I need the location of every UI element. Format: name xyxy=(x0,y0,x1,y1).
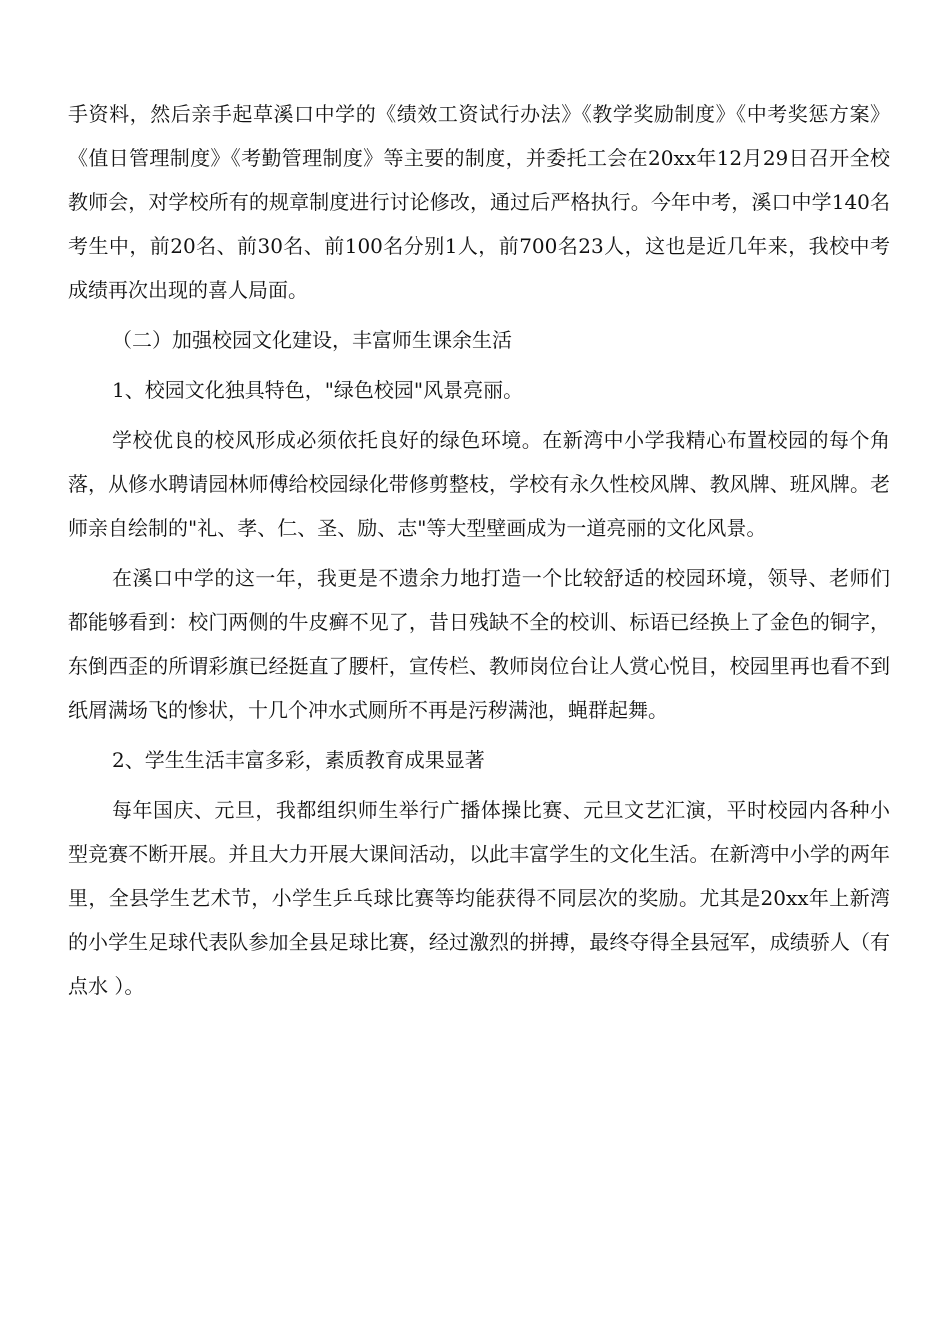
subsection-heading: 1、校园文化独具特色，"绿色校园"风景亮丽。 xyxy=(112,378,524,402)
document-page xyxy=(68,92,890,1014)
section-heading: （二）加强校园文化建设，丰富师生课余生活 xyxy=(112,328,512,352)
paragraph-text: 在溪口中学的这一年，我更是不遗余力地打造一个比较舒适的校园环境，领导、老师们都能够看到：校门两侧的牛皮癣不见了，昔日残缺不全的校训、标语已经换上了金色的铜字，东倒西歪的所谓彩旗已经挺直了腰杆，宣传栏、教师岗位台让人赏心悦目，校园里再也看不到纸屑满场飞的惨状，十几个冲水式厕所不再是污秽满池，蝇群起舞。 xyxy=(68,566,890,722)
paragraph-text: 每年国庆、元旦，我都组织师生举行广播体操比赛、元旦文艺汇演，平时校园内各种小型竞赛不断开展。并且大力开展大课间活动，以此丰富学生的文化生活。在新湾中小学的两年里，全县学生艺术节，小学生乒乓球比赛等均能获得不同层次的奖励。尤其是20xx年上新湾的小学生足球代表队参加全县足球比赛，经过激烈的拼搏，最终夺得全县冠军，成绩骄人（有点水 ）。 xyxy=(68,798,890,998)
paragraph-text: 手资料，然后亲手起草溪口中学的《绩效工资试行办法》《教学奖励制度》《中考奖惩方案》《值日管理制度》《考勤管理制度》等主要的制度，并委托工会在20xx年12月29日召开全校教师会，对学校所有的规章制度进行讨论修改，通过后严格执行。今年中考，溪口中学140名考生中，前20名、前30名、前100名分别1人，前700名23人，这也是近几年来，我校中考成绩再次出现的喜人局面。 xyxy=(68,102,890,302)
subsection-heading: 2、学生生活丰富多彩，素质教育成果显著 xyxy=(112,748,485,772)
paragraph-text: 学校优良的校风形成必须依托良好的绿色环境。在新湾中小学我精心布置校园的每个角落，从修水聘请园林师傅给校园绿化带修剪整枝，学校有永久性校风牌、教风牌、班风牌。老师亲自绘制的"礼、孝、仁、圣、励、志"等大型壁画成为一道亮丽的文化风景。 xyxy=(68,428,890,540)
